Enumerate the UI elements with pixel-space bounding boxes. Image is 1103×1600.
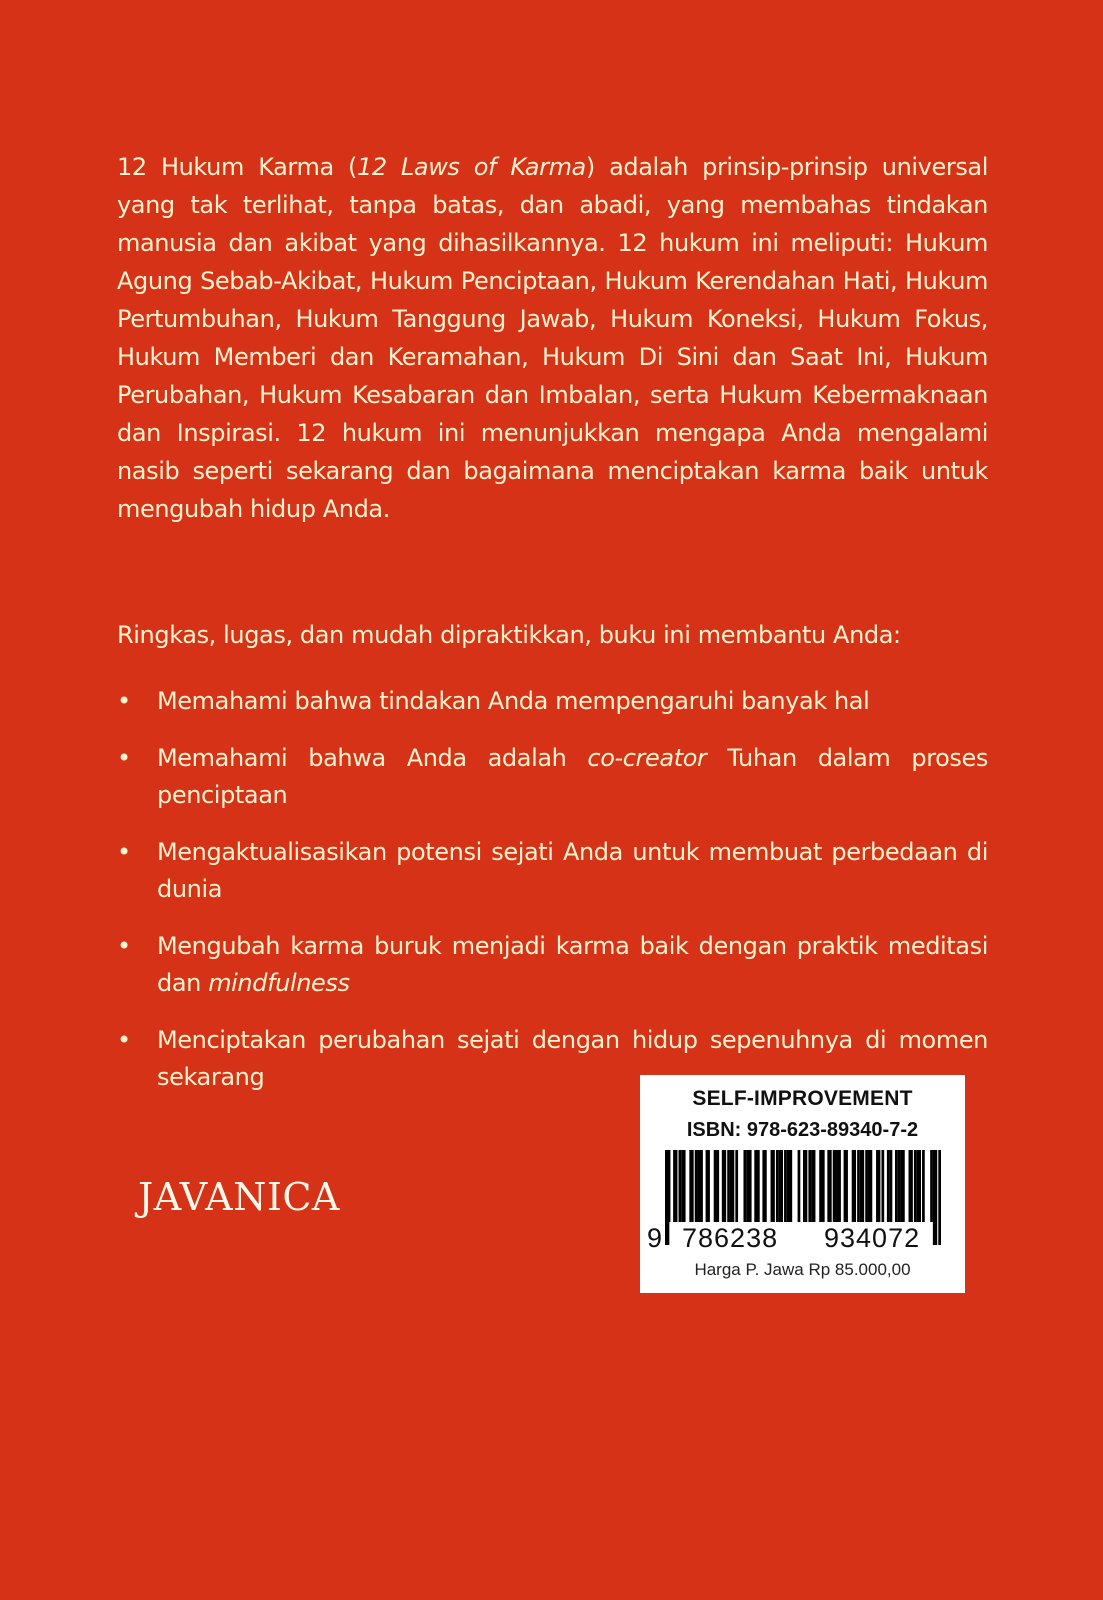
- benefit-item: [117, 683, 988, 720]
- barcode-bar: [681, 1150, 685, 1222]
- barcode-bar: [808, 1150, 811, 1222]
- intro-paragraph: [117, 148, 988, 528]
- barcode-bar: [895, 1150, 898, 1222]
- isbn-box: [640, 1075, 965, 1293]
- barcode-bar: [868, 1150, 872, 1222]
- barcode-bar: [860, 1150, 864, 1222]
- barcode-bar: [776, 1150, 779, 1222]
- bullet-icon: •: [117, 687, 131, 715]
- book-category: SELF-IMPROVEMENT: [692, 1087, 913, 1110]
- benefit-text: Mengaktualisasikan potensi sejati Anda untuk membuat perbedaan di dunia: [157, 838, 988, 903]
- benefits-lead: Ringkas, lugas, dan mudah dipraktikkan, buku ini membantu Anda:: [117, 621, 901, 649]
- barcode-bar: [890, 1150, 893, 1222]
- barcode-bar: [779, 1150, 783, 1222]
- barcode-bar: [722, 1150, 726, 1222]
- barcode-bar: [838, 1150, 841, 1222]
- barcode-bar: [673, 1150, 677, 1222]
- barcode-bar: [679, 1150, 682, 1222]
- intro-english-title: 12 Laws of Karma: [356, 153, 586, 181]
- intro-text-rest: ) adalah prinsip-prinsip universal yang tak terlihat, tanpa batas, dan abadi, yang membahas tindakan manusia dan akibat yang dihasilkannya. 12 hukum ini meliputi: Hukum Agung Sebab-Akibat, Hukum Penciptaan, Hukum Kerendahan Hati, Hukum Pertumbuhan, Hukum Tanggung Jawab, Hukum Koneksi, Hukum Fokus, Hukum Memberi dan Keramahan, Hukum Di Sini dan Saat Ini, Hukum Perubahan, Hukum Kesabaran dan Imbalan, serta Hukum Kebermaknaan dan Inspirasi. 12 hukum ini menunjukkan mengapa Anda mengalami nasib seperti sekarang dan bagaimana menciptakan karma baik untuk mengubah hidup Anda.: [117, 153, 988, 523]
- benefit-text: Memahami bahwa tindakan Anda mempengaruhi banyak hal: [157, 687, 870, 715]
- barcode-bar: [803, 1150, 807, 1222]
- barcode-bar: [922, 1150, 925, 1222]
- barcode-bar: [757, 1150, 760, 1222]
- barcode-bar: [695, 1150, 698, 1222]
- benefit-text: Memahami bahwa Anda adalah: [157, 744, 588, 772]
- barcode-bar: [784, 1150, 787, 1222]
- benefits-list: [117, 683, 988, 1116]
- intro-text-start: 12 Hukum Karma (: [117, 153, 357, 181]
- benefit-italic-term: co-creator: [587, 744, 707, 772]
- barcode-bar: [827, 1150, 831, 1222]
- benefit-item: [117, 928, 988, 1002]
- barcode-bar: [735, 1150, 738, 1222]
- bullet-icon: •: [117, 932, 131, 960]
- barcode-bar: [727, 1150, 730, 1222]
- barcode-bar: [938, 1150, 941, 1245]
- barcode-bar: [706, 1150, 710, 1222]
- barcode-bar: [700, 1150, 703, 1222]
- isbn-number: ISBN: 978-623-89340-7-2: [686, 1119, 919, 1141]
- barcode-bar: [881, 1150, 884, 1222]
- bullet-icon: •: [117, 838, 131, 866]
- barcode-bar: [865, 1150, 868, 1222]
- barcode-bar: [887, 1150, 890, 1222]
- bullet-icon: •: [117, 744, 131, 772]
- barcode-bar: [857, 1150, 860, 1222]
- barcode-bar: [917, 1150, 921, 1222]
- barcode-bar: [898, 1150, 901, 1222]
- barcode-bar: [900, 1150, 904, 1222]
- barcode-bar: [789, 1150, 792, 1222]
- barcode-bar: [716, 1150, 719, 1222]
- barcode-bar: [914, 1150, 917, 1222]
- barcode-bar: [876, 1150, 880, 1222]
- barcode-bar: [933, 1150, 937, 1245]
- barcode-bar: [909, 1150, 913, 1222]
- benefit-italic-term: mindfulness: [208, 969, 350, 997]
- barcode-digit-first: 9: [647, 1223, 663, 1253]
- barcode-bar: [689, 1150, 693, 1222]
- benefit-text: Mengubah karma buruk menjadi karma baik dengan praktik meditasi dan: [157, 932, 988, 997]
- barcode-bar: [749, 1150, 752, 1222]
- benefit-item: [117, 740, 988, 814]
- publisher-logo: JAVANICA: [138, 1175, 340, 1219]
- barcode-bar: [852, 1150, 856, 1222]
- barcode-bar: [798, 1150, 801, 1222]
- barcode-bar: [822, 1150, 825, 1222]
- barcode-digits-left: 786238: [682, 1223, 779, 1253]
- benefit-text: Tuhan dalam proses penciptaan: [157, 744, 988, 809]
- barcode-bar: [811, 1150, 815, 1222]
- barcode-bar: [930, 1150, 933, 1222]
- barcode-digits-right: 934072: [824, 1223, 921, 1253]
- book-price: Harga P. Jawa Rp 85.000,00: [694, 1260, 911, 1279]
- barcode-bar: [730, 1150, 734, 1222]
- benefit-item: [117, 834, 988, 908]
- benefit-text: Menciptakan perubahan sejati dengan hidup sepenuhnya di momen sekarang: [157, 1026, 988, 1091]
- barcode-bar: [833, 1150, 836, 1222]
- barcode-bar: [668, 1150, 671, 1222]
- barcode-bar: [743, 1150, 746, 1222]
- barcode-bar: [844, 1150, 848, 1222]
- bullet-icon: •: [117, 1026, 131, 1054]
- barcode-bar: [771, 1150, 775, 1222]
- barcode-bar: [762, 1150, 766, 1222]
